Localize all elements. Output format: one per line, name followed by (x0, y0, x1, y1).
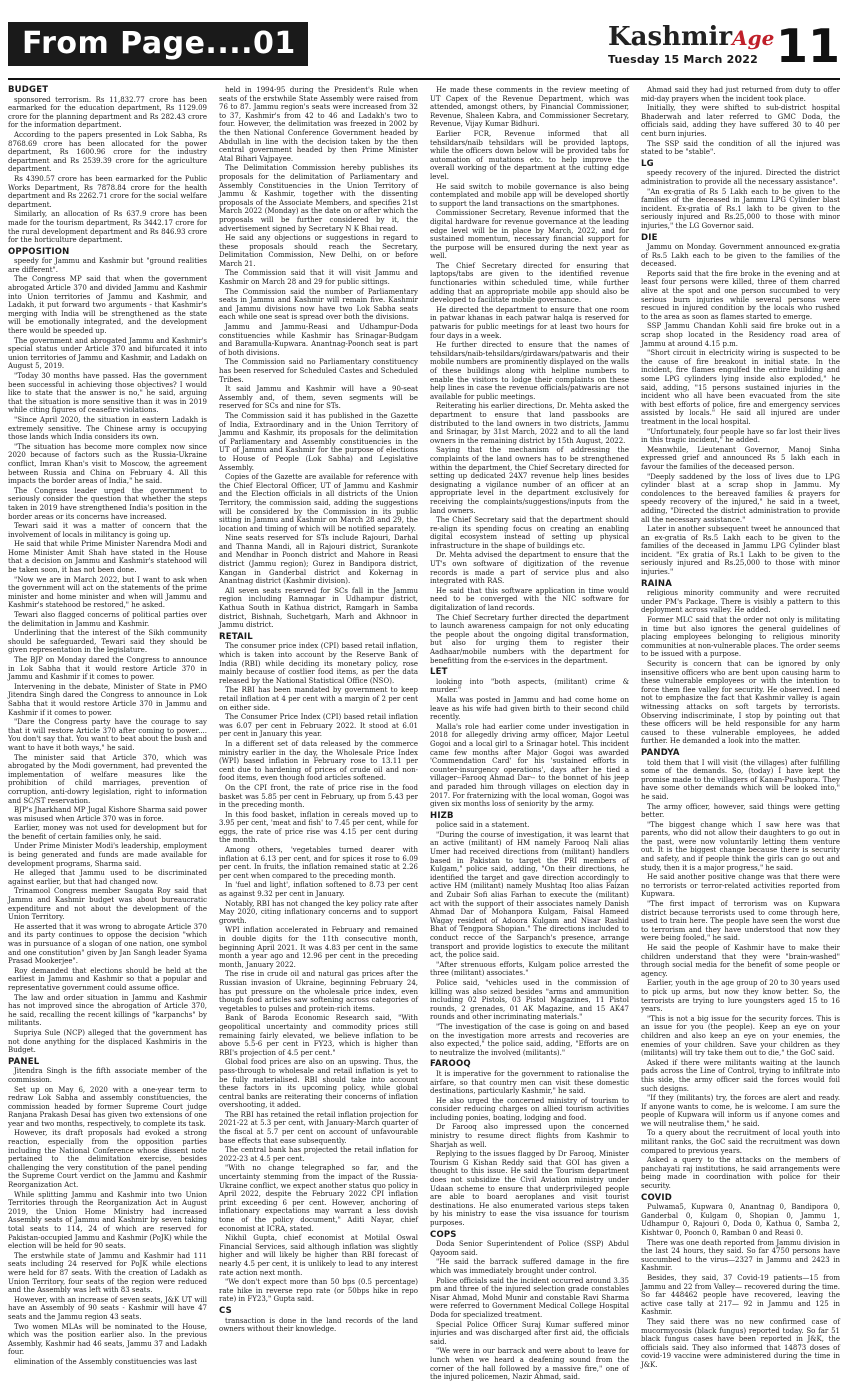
paragraph: transaction is done in the land records of the land owners without their knowledge. (219, 1316, 418, 1334)
paragraph: The RBI has been mandated by government to keep retail inflation at 4 per cent with a margin of 2 per cent on either side. (219, 686, 418, 712)
header-rule (8, 78, 840, 80)
section-heading: HIZB (430, 810, 454, 821)
section-heading: COVID (641, 1192, 673, 1203)
issue-date: Tuesday 15 March 2022 (608, 53, 759, 66)
paragraph: Saying that the mechanism of addressing the complaints of the land owners has to be strengthened within the department, the Chief Secretary directed for setting up dedicated 24X7 revenue help lines besides designating a vigilance number of an officer at an appropriate level in the department exclusively for receiving the complaints/suggestions/inputs from the land owners. (430, 446, 629, 515)
paragraph: Asked a query to the attacks on the members of panchayati raj institutions, he said arrangements were being made in coordination with police for their security. (641, 1156, 840, 1191)
paragraph: "The first impact of terrorism was on Kupwara district because terrorists used to come through here, used to train here. The people have seen the worst due to terrorism and they have understood that now they were being fooled," he said. (641, 900, 840, 943)
brand-suffix: Age (732, 26, 775, 50)
paragraph: "He said the barrack suffered damage in the fire which was immediately brought under control. (430, 1258, 629, 1275)
paragraph: According to the papers presented in Lok Sabha, Rs 8768.69 crore has been allocated for the power department, Rs 1600.96 crore for the industry department and Rs 2539.39 crore for the agriculture department. (8, 130, 207, 174)
paragraph: The Commission said the number of Parliamentary seats in Jammu and Kashmir will remain five. Kashmir and Jammu divisions now have two Lok Sabha seats each while one seat is spread over both the divisions. (219, 287, 418, 322)
paragraph: Security is concern that can be ignored by only insensitive officers who are bent upon causing harm to these vulnerable employees or with the intention to force them flee valley for security. He observed. I need not to emphasize the fact that Kashmir valley is again witnessing attacks on soft targets by terrorists. Observing indiscriminate, I stop by pointing out that these officers will be held responsible for any harm caused to these vulnerable employees, he added further. He demanded a look into the matter. (641, 660, 840, 746)
paragraph: Replying to the issues flagged by Dr Farooq, Minister Tourism G Kishan Reddy said that GOI has given a thought to this issue. He said the Tourism department does not subsidize the Civil Aviation ministry under Udaan scheme to ensure that underprivileged people are able to board aeroplanes and visit tourist destinations. He also enumerated various steps taken by his ministry to ease the visa issuance for tourism purposes. (430, 1150, 629, 1227)
paragraph: Set up on May 6, 2020 with a one-year term to redraw Lok Sabha and assembly constituencies, the commission headed by former Supreme Court judge Ranjana Prakash Desai has given two extensions of one year and two months, respectively, to complete its task. (8, 1085, 207, 1128)
paragraph: The Delimitation Commission hereby publishes its proposals for the delimitation of Parliamentary and Assembly Constituencies in the Union Territory of Jammu & Kashmir, together with the dissenting proposals of the Associate Members, and specifies 21st March 2022 (Monday) as the date on or after which the proposals will be further considered by it, the advertisement signed by Secretary N K Bhai read. (219, 164, 418, 233)
paragraph: The law and order situation in Jammu and Kashmir has not improved since the abrogation of Article 370, he said, recalling the recent killings of "karpanchs" by militants. (8, 993, 207, 1028)
paragraph: It is imperative for the government to rationalise the airfare, so that country men can visit these domestic destinations, particularly Kashmir," he said. (430, 1069, 629, 1096)
paragraph: Nikhil Gupta, chief economist at Motilal Oswal Financial Services, said although inflation was slightly higher and will likely be higher than RBI forecast of nearly 4.5 per cent, it is unlikely to lead to any interest rate action next month. (219, 1234, 418, 1277)
paragraph: Special Police Officer Suraj Kumar suffered minor injuries and was discharged after first aid, the officials said. (430, 1320, 629, 1346)
paragraph: Bank of Baroda Economic Research said, "With geopolitical uncertainty and commodity prices still remaining fairly elevated, we believe inflation to be above 5.5-6 per cent in FY23, which is higher than RBI's projection of 4.5 per cent." (219, 1014, 418, 1057)
column-3 (430, 86, 629, 1382)
paragraph: Under Prime Minister Modi's leadership, employment is being generated and funds are made available for development programs, Sharma said. (8, 842, 207, 868)
paragraph: Pulwama5, Kupwara 0, Anantnag 0, Bandipora 0, Ganderbal 0, Kulgam 0, Shopian 0, Jammu 1, Udhampur 0, Rajouri 0, Doda 0, Kathua 0, Samba 2, Kishtwar 0, Poonch 0, Ramban 0 and Reasi 0. (641, 1203, 840, 1237)
paragraph: He also urged the concerned ministry of tourism to consider reducing charges on allied tourism activities including ponies, boating, lodging and food. (430, 1096, 629, 1122)
paragraph: Notably, RBI has not changed the key policy rate after May 2020, citing inflationary concerns and to support growth. (219, 899, 418, 925)
paragraph: In a different set of data released by the commerce ministry earlier in the day, the Wholesale Price Index (WPI) based inflation in February rose to 13.11 per cent due to hardening of prices of crude oil and non-food items, even though food articles softened. (219, 739, 418, 783)
paragraph: Rs 4390.57 crore has been earmarked for the Public Works Department, Rs 7878.84 crore for the health department and Rs 2262.71 crore for the social welfare department. (8, 174, 207, 209)
paragraph: Dr. Mehta advised the department to ensure that the UT's own software of digitization of the revenue records is made a part of service plus and also integrated with RAS. (430, 551, 629, 586)
paragraph: police said in a statement. (436, 821, 530, 830)
paragraph: Reiterating his earlier directions, Dr. Mehta asked the department to ensure that land passbooks are distributed to the land owners in two districts, Jammu and Srinagar, by 31st March, 2022 and to all the land owners in the remaining district by 15th August, 2022. (430, 402, 629, 445)
page-number: 11 (776, 19, 841, 73)
paragraph: looking into "both aspects, (militant) crime & murder." (430, 677, 629, 695)
paragraph: The Commission said no Parliamentary constituency has been reserved for Scheduled Castes and Scheduled Tribes. (219, 358, 418, 384)
paragraph: Police said, "vehicles used in the commission of killing was also seized besides "arms and ammunition including 02 Pistols, 03 Pistol Magazines, 11 Pistol rounds, 2 grenades, 01 AK Magazine, and 15 AK47 rounds and other incriminating materials." (430, 978, 629, 1022)
paragraph: The RBI has retained the retail inflation projection for 2021-22 at 5.3 per cent, with January-March quarter of the fiscal at 5.7 per cent on account of unfavourable base effects that ease subsequently. (219, 1110, 418, 1145)
paragraph: "Short circuit in electricity wiring is suspected to be the cause of fire breakout in initial state. In the incident, fire flames engulfed the entire building and some LPG cylinders lying inside also exploded," he said, adding, "15 persons sustained injuries in the incident who all have been evacuated from the site with best efforts of police, fire and emergency services assisted by locals." He said all injured are under treatment in the local hospital. (641, 349, 840, 426)
paragraph: elimination of the Assembly constituencies was last (14, 1357, 197, 1366)
paragraph: Among others, 'vegetables turned dearer with inflation at 6.13 per cent, and for spices it rose to 6.09 per cent. In fruits, the inflation remained static at 2.26 per cent when compared to the preceding month. (219, 846, 418, 880)
paragraph: Global food prices are also on an upswing. Thus, the pass-through to wholesale and retail inflation is yet to be fully materialised. RBI should take into account these factors in its upcoming policy, while global central banks are reiterating their concerns of inflation overshooting, it added. (219, 1058, 418, 1110)
paragraph: "Now we are in March 2022, but I want to ask when the government will act on the statements of the prime minister and home minister and when will Jammu and Kashmir's statehood be restored," he asked. (8, 575, 207, 610)
paragraph: "This is not a big issue for the security forces. This is an issue for you (the people). Keep an eye on your children and also keep an eye on your enemies, the enemies of your children. Save your children as they (militants) will try take them out to die," the GoC said. (641, 1014, 840, 1058)
paragraph: "Dare the Congress party have the courage to say that it will restore Article 370 after coming to power.... You don't say that. You want to beat about the bush and want to have it both ways," he said. (8, 718, 207, 752)
paragraph: The Congress MP said that when the government abrogated Article 370 and divided Jammu and Kashmir into Union territories of Jammu and Kashmir, and Ladakh, it put forward two arguments - that Kashmir's merging with India will be strengthened as the state will be emotionally integrated, and the development there would be speeded up. (8, 275, 207, 336)
paragraph: While splitting Jammu and Kashmir into two Union Territories through the Reorganization Act in August 2019, the Union Home Ministry had increased Assembly seats of Jammu and Kashmir by seven taking total seats to 114, 24 of which are reserved for Pakistan-occupied Jammu and Kashmir (PoJK) while the election will be held for 90 seats. (8, 1190, 207, 1251)
paragraph: The rise in crude oil and natural gas prices after the Russian invasion of Ukraine, beginning February 24, has put pressure on the wholesale price index, even though food articles saw softening across categories of vegetables to pulses and protein-rich items. (219, 970, 418, 1013)
paragraph: WPI inflation accelerated in February and remained in double digits for the 11th consecutive month, beginning April 2021. It was 4.83 per cent in the same month a year ago and 12.96 per cent in the preceding month, January 2022. (219, 926, 418, 969)
paragraph: To a query about the recruitment of local youth into militant ranks, the GoC said the recruitment was down compared to previous years. (641, 1129, 840, 1155)
paragraph: The SSP said the condition of all the injured was stated to be "stable". (641, 139, 840, 157)
paragraph: All seven seats reserved for SCs fall in the Jammu region including Ramnagar in Udhampur district, Kathua South in Kathua district, Ramgarh in Samba district, Bishnah, Suchetgarh, Marh and Akhnoor in Jammu district. (219, 586, 418, 630)
paragraph: Ahmad said they had just returned from duty to offer mid-day prayers when the incident took place. (641, 86, 840, 103)
paragraph: Reports said that the fire broke in the evening and at least four persons were killed, three of them charred alive at the spot and one person succumbed to very serious burn injuries while several persons were rescued in injured condition by the locals who rushed to the area as soon as flames started to emerge. (641, 269, 840, 321)
paragraph: "The situation has become more complex now since 2020 because of factors such as the Russia-Ukraine conflict, Imran Khan's visit to Moscow, the agreement between Russia and China on February 4. All this impacts the border areas of India," he said. (8, 442, 207, 486)
paragraph: "Deeply saddened by the loss of lives due to LPG cylinder blast at a scrap shop in Jammu. My condolences to the bereaved families & prayers for speedy recovery of the injured," he said in a tweet, adding, "Directed the district administration to provide all the necessary assistance." (641, 472, 840, 524)
paragraph: Similarly, an allocation of Rs 637.9 crore has been made for the tourism department, Rs 3442.17 crore for the rural development department and Rs 846.93 crore for the horticulture department. (8, 210, 207, 245)
paragraph: Commissioner Secretary, Revenue informed that the digital hardware for revenue governance at the leading edge level will be in place by March, 2022, and for sustained momentum, necessary financial support for the purpose will be ensured during the next year as well. (430, 209, 629, 261)
paragraph: He alleged that Jammu used to be discriminated against earlier, but that had changed now. (8, 869, 207, 886)
column-1 (8, 85, 207, 1366)
paragraph: The erstwhile state of Jammu and Kashmir had 111 seats including 24 reserved for PoJK while elections were held for 87 seats. With the creation of Ladakh as Union Territory, four seats of the region were reduced and the Assembly was left with 83 seats. (8, 1251, 207, 1295)
paragraph: Asked if there were militants waiting at the launch pads across the Line of Control, trying to infiltrate into this side, the army officer said the forces would foil such designs. (641, 1058, 840, 1093)
paragraph: Besides, they said, 37 Covid-19 patients—15 from Jammu and 22 from Valley— recovered during the time. So far 448462 people have recovered, leaving the active case tally at 217— 92 in Jammu and 125 in Kashmir. (641, 1273, 840, 1317)
paragraph: Earlier, money was not used for development but for the benefit of certain families only, he said. (8, 824, 207, 841)
paragraph: On the CPI front, the rate of price rise in the food basket was 5.85 per cent in February, up from 5.43 per in the preceding month. (219, 783, 418, 810)
paragraph: speedy for Jammu and Kashmir but "ground realities are different". (8, 257, 207, 274)
paragraph: He said that while Prime Minister Narendra Modi and Home Minister Amit Shah have stated in the House that a decision on Jammu and Kashmir's statehood will be taken soon, it has not been done. (8, 540, 207, 575)
paragraph: The army officer, however, said things were getting better. (641, 802, 840, 820)
brand-logo (608, 22, 775, 52)
article-columns (8, 85, 840, 1382)
section-heading: LET (430, 667, 448, 678)
paragraph: The BJP on Monday dared the Congress to announce in Lok Sabha that it would restore Article 370 in Jammu and Kashmir if it comes to power. (8, 656, 207, 682)
masthead (0, 0, 848, 86)
section-heading: FAROOQ (430, 1059, 471, 1070)
paragraph: religious minority community and were recruited under PM's Package. There is visibly a pattern to this deployment across valley. He added. (641, 589, 840, 615)
paragraph: Initially, they were shifted to sub-district hospital Bhaderwah and later referred to GMC Doda, the officials said, adding they have suffered 30 to 40 per cent burn injuries. (641, 104, 840, 138)
paragraph: speedy recovery of the injured. Directed the district administration to provide all the necessary assistance". (641, 169, 840, 186)
paragraph: The Commission said that it will visit Jammu and Kashmir on March 28 and 29 for public sittings. (219, 269, 418, 287)
paragraph: BJP's Jharkhand MP Jugal Kishore Sharma said power was misused when Article 370 was in force. (8, 806, 207, 823)
paragraph: The central bank has projected the retail inflation for 2022-23 at 4.5 per cent. (219, 1146, 418, 1163)
brand (608, 22, 775, 76)
paragraph: Underlining that the interest of the Sikh community should be safeguarded, Tewari said they should be given representation in the legislature. (8, 629, 207, 655)
section-heading: OPPOSITION (8, 246, 70, 257)
paragraph: Jitendra Singh is the fifth associate member of the commission. (8, 1067, 207, 1084)
paragraph: Nine seats reserved for STs include Rajouri, Darhal and Thanna Mandi, all in Rajouri district, Surankote and Mendhar in Poonch district and Mahore in Reasi district (Jammu region); Gurez in Bandipora district, Kangan in Ganderbal district and Kokernag in Anantnag district (Kashmir division). (219, 534, 418, 586)
paragraph: Tewari said it was a matter of concern that the involvement of locals in militancy is going up. (8, 522, 207, 539)
paragraph: "We were in our barrack and were about to leave for lunch when we heard a deafening sound from the corner of the hall followed by a massive fire," one of the injured policemen, Nazir Ahmad, said. (430, 1347, 629, 1382)
paragraph: Earlier FCR, Revenue informed that all tehsildars/naib tehsildars will be provided laptops, while the officers down below will be provided tabs for automation of mutations etc. to help improve the overall working of the department at the cutting edge level. (430, 129, 629, 181)
paragraph: However, its draft proposals had evoked a strong reaction, especially from the opposition parties including the National Conference whose dissent note pertained to the delimitation exercise, besides challenging the very constitution of the panel pending the Supreme Court verdict on the Jammu and Kashmir Reorganization Act. (8, 1129, 207, 1190)
paragraph: Tewari also flagged concerns of political parties over the delimitation in Jammu and Kashmir. (8, 611, 207, 628)
paragraph: "If they (militants) try, the forces are alert and ready. If anyone wants to come, he is welcome. I am sure the people of Kupwara will inform us if anyone comes and we will neutralise them," he said. (641, 1094, 840, 1128)
paragraph: Former MLC said that the order not only is militating in time but also ignores the general guidelines of placing employees belonging to religious minority communities at non-vulnerable places. The order seems to be issued with a purpose. (641, 616, 840, 659)
paragraph: The government and abrogated Jammu and Kashmir's special status under Article 370 and bifurcated it into union territories of Jammu and Kashmir, and Ladakh on August 5, 2019. (8, 336, 207, 371)
paragraph: However, with an increase of seven seats, J&K UT will have an Assembly of 90 seats - Kashmir will have 47 seats and the Jammu region 43 seats. (8, 1295, 207, 1321)
paragraph: In this food basket, inflation in cereals moved up to 3.95 per cent, 'meat and fish' to 7.45 per cent, while for eggs, the rate of price rise was 4.15 per cent during the month. (219, 810, 418, 845)
paragraph: Supriya Sule (NCP) alleged that the government has not done anything for the displaced Kashmiris in the Budget. (8, 1028, 207, 1055)
section-heading: DIE (641, 232, 658, 243)
paragraph: He said the people of Kashmir have to make their children understand that they were "brain-washed" through social media for the benefit of some people or agency. (641, 944, 840, 978)
paragraph: Police officials said the incident occurred around 3.35 pm and three of the injured selection grade constables Nisar Ahmad, Mohd Munir and constable Ravi Sharma were referred to Government Medical College Hospital Doda for specialized treatment. (430, 1276, 629, 1319)
paragraph: He made these comments in the review meeting of UT Capex of the Revenue Department, which was attended, amongst others, by Financial Commissioner, Revenue, Shaleen Kabra, and Commissioner Secretary, Revenue, Vijay Kumar Bidhuri. (430, 86, 629, 129)
paragraph: held in 1994-95 during the President's Rule when seats of the erstwhile State Assembly were raised from 76 to 87. Jammu region's seats were increased from 32 to 37, Kashmir's from 42 to 46 and Ladakh's two to four. However, the delimitation was freezed in 2002 by the then National Conference Government headed by Abdullah in line with the decision taken by the then central government headed by then Prime Minister Atal Bihari Vajpayee. (219, 86, 418, 163)
paragraph: "Since April 2020, the situation in eastern Ladakh is extremely sensitive. The Chinese army is occupying those lands which India considers its own. (8, 415, 207, 442)
section-heading: BUDGET (8, 85, 49, 95)
paragraph: He further directed to ensure that the names of tehsildars/naib-tehsildars/girdawars/patwaris and their mobile numbers are prominently displayed on the walls of these buildings along with helpline numbers to enable the visitors to lodge their complaints on these help lines in case the revenue officials/patwaris are not available for public meetings. (430, 341, 629, 401)
paragraph: The consumer price index (CPI) based retail inflation, which is taken into account by the Reserve Bank of India (RBI) while deciding its monetary policy, rose mainly because of costlier food items, as per the data released by the National Statistical Office (NSO). (219, 642, 418, 685)
paragraph: "Unfortunately, four people have so far lost their lives in this tragic incident," he added. (641, 427, 840, 445)
paragraph: He said switch to mobile governance is also being contemplated and mobile app will be developed shortly to support the land transactions on the smartphones. (430, 182, 629, 208)
paragraph: Dr Farooq also impressed upon the concerned ministry to resume direct flights from Kashmir to Sharjah as well. (430, 1123, 629, 1149)
paragraph: They said there was no new confirmed case of mucormycosis (black fungus) reported today. So far 51 black fungus cases have been reported in J&K, the officials said. They also informed that 14873 doses of covid-19 vaccine were administered during the time in J&K. (641, 1317, 840, 1369)
section-heading: LG (641, 158, 654, 169)
paragraph: Copies of the Gazette are available for reference with the Chief Electoral Officer, UT of Jammu and Kashmir and the Election officials in all districts of the Union Territory, the commission said, adding the suggestions will be considered by the Commission in its public sitting in Jammu and Kashmir on March 28 and 29, the location and timing of which will be notified separately. (219, 473, 418, 533)
paragraph: He said another positive change was that there were no terrorists or terror-related activities reported from Kupwara. (641, 873, 840, 899)
paragraph: "The biggest change which I saw here was that parents, who did not allow their daughters to go out in the past, were now voluntarily letting them venture out. It is the biggest change because there is security and safety, and if people think the girls can go out and study, then it is a major progress," he said. (641, 820, 840, 872)
brand-prefix: Kashmir (608, 22, 733, 52)
paragraph: Trinamool Congress member Saugata Roy said that Jammu and Kashmir budget was about bureaucratic expenditure and not about the development of the Union Territory. (8, 887, 207, 922)
paragraph: "The investigation of the case is going on and based on the investigation more arrests and recoveries are also expected," the police said, adding, "Efforts are on to neutralize the involved (militants)." (430, 1022, 629, 1057)
paragraph: told them that I will visit (the villages) after fulfilling some of the demands. So, (today) I have kept the promise made to the villagers of Kanan-Pushpora. They have some other demands which will be looked into," he said. (641, 758, 840, 801)
section-title: From Page....01 (8, 22, 308, 66)
paragraph: "Today 30 months have passed. Has the government been successful in achieving those objectives? I would like to state that the answer is no," he said, arguing that the situation is more sensitive than it was in 2019 while citing figures of ceasefire violations. (8, 372, 207, 415)
section-heading: PANEL (8, 1056, 40, 1067)
section-heading: RAINA (641, 578, 672, 589)
paragraph: Malla was posted in Jammu and had come home on leave as his wife had given birth to their second child recently. (430, 695, 629, 722)
paragraph: Earlier, youth in the age group of 20 to 30 years used to pick up arms, but now they know better. So, the terrorists are trying to lure youngsters aged 15 to 16 years. (641, 979, 840, 1014)
paragraph: Roy demanded that elections should be held at the earliest in Jammu and Kashmir so that a popular and representative government could assume office. (8, 966, 207, 992)
section-heading: RETAIL (219, 631, 253, 642)
paragraph: Doda Senior Superintendent of Police (SSP) Abdul Qayoom said. (430, 1240, 629, 1257)
paragraph: It said Jammu and Kashmir will have a 90-seat Assembly and, of them, seven segments will be reserved for SCs and nine for STs. (219, 385, 418, 411)
column-4 (641, 86, 840, 1369)
paragraph: The Chief Secretary directed for ensuring that laptops/tabs are given to the identified revenue functionaries within scheduled time, while further adding that an appropriate mobile app should also be developed to facilitate mobile governance. (430, 261, 629, 305)
section-heading: PANDYA (641, 747, 680, 758)
paragraph: The Chief Secretary said that the department should re-align its spending focus on creating an enabling digital ecosystem instead of setting up physical infrastructure in the shape of buildings etc. (430, 516, 629, 550)
paragraph: The Chief Secretary further directed the department to launch awareness campaign for not only educating the people about the ongoing digital transformation, but also for urging them to register their Aadhaar/mobile numbers with the department for benefitting from the e-services in the department. (430, 613, 629, 665)
paragraph: The minister said that Article 370, which was abrogated by the Modi government, had prevented the implementation of welfare measures like the prohibition of child marriages, prevention of corruption, anti-dowry legislation, right to information and SC/ST reservation. (8, 753, 207, 805)
paragraph: "After strenuous efforts, Kulgam police arrested the three (militant) associates." (430, 960, 629, 978)
paragraph: Later in another subsequent tweet he announced that an ex-gratia of Rs.5 Lakh each to be given to the families of the deceased in Jammu LPG Cylinder blast incident. "Ex gratia of Rs.1 Lakh to be given to the seriously injured and Rs.25,000 to those with minor injuries." (641, 525, 840, 577)
paragraph: Meanwhile, Lieutenant Governor, Manoj Sinha expressed grief and announced Rs 5 lakh each in favour the families of the deceased person. (641, 445, 840, 471)
paragraph: Jammu on Monday. Government announced ex-gratia of Rs.5 Lakh each to be given to the families of the deceased. (641, 243, 840, 269)
paragraph: He directed the department to ensure that one room in patwar khanas in each patwar halqa is reserved for patwaris for public meetings for at least two hours for four days in a week. (430, 305, 629, 340)
paragraph: Two women MLAs will be nominated to the House, which was the position earlier also. In the previous Assembly, Kashmir had 46 seats, Jammu 37 and Ladakh four. (8, 1322, 207, 1357)
paragraph: Jammu and Jammu-Reasi and Udhampur-Doda constituencies while Kashmir has Srinagar-Budgam and Baramulla-Kupwara. Anantnag-Poonch seat is part of both divisions. (219, 323, 418, 357)
paragraph: He said that this software application in time would need to be converged with the NIC software for digitalization of land records. (430, 586, 629, 613)
paragraph: Malla's role had earlier come under investigation in 2018 for allegedly driving army officer, Major Leetul Gogoi and a local girl to a Srinagar hotel. This incident came few months after Major Gogoi was awarded 'Commendation Card' for his 'sustained efforts in counter-insurgency operations', days after he tied a villager--Farooq Ahmad Dar-- to the bonnet of his jeep and paraded him through villages on election day in 2017. For fraternizing with the local woman, Gogoi was given six months loss of seniority by the army. (430, 722, 629, 809)
section-heading: COPS (430, 1229, 457, 1240)
column-2 (219, 86, 418, 1334)
paragraph: In 'fuel and light', inflation softened to 8.73 per cent as against 9.32 per cent in January. (219, 881, 418, 899)
paragraph: The Consumer Price Index (CPI) based retail inflation was 6.07 per cent in February 2022. It stood at 6.01 per cent in January this year. (219, 713, 418, 739)
paragraph: He said any objections or suggestions in regard to these proposals should reach the Secretary, Delimitation Commission, New Delhi, on or before March 21. (219, 234, 418, 268)
paragraph: Intervening in the debate, Minister of State in PMO Jitendra Singh dared the Congress to announce in Lok Sabha that it would restore Article 370 in Jammu and Kashmir if it comes to power. (8, 682, 207, 717)
paragraph: The Congress leader urged the government to seriously consider the question that whether the steps taken in 2019 have strengthened India's position in the border areas or its concerns have increased. (8, 486, 207, 521)
paragraph: "With no change telegraphed so far, and the uncertainty stemming from the impact of the Russia-Ukraine conflict, we expect another status quo policy in April 2022, despite the February 2022 CPI inflation print exceeding 6 per cent. However, anchoring of inflationary expectations may warrant a less dovish tone of the policy document," Aditi Nayar, chief economist at ICRA, stated. (219, 1164, 418, 1233)
paragraph: "During the course of investigation, it was learnt that an active (militant) of HM namely Farooq Nali alias Umer had received directions from (militant) handlers based in Pakistan to target the PRI members of Kulgam," police said, adding, "On their directions, he identified the target and gave direction accordingly to active HM (militant) namely Mushtaq Itoo alias Faizan and Zubair Sofi alias Farhan to execute the (militant) act with the support of their associates namely Danish Ahmad Dar of Mohanpora Kulgam, Faisal Hameed Wagay resident of Adoora Kulgam and Nisar Rashid Bhat of Tengpora Shopian." The directions included to conduct recce of the Sarpanch's presence, arrange transport and provide logistics to execute the militant act, the police said. (430, 830, 629, 960)
paragraph: He asserted that it was wrong to abrogate Article 370 and its party continues to oppose the decision "which was in pursuance of a slogan of one nation, one symbol and one constitution" given by Jan Sangh leader Syama Prasad Mookerjee". (8, 922, 207, 966)
paragraph: SSP Jammu Chandan Kohli said fire broke out in a scrap shop located in the Residency road area of Jammu at around 4.15 p.m. (641, 322, 840, 348)
paragraph: sponsored terrorism. Rs 11,832.77 crore has been earmarked for the education department, Rs 1129.09 crore for the planning department and Rs 282.43 crore for the information department. (8, 95, 207, 130)
paragraph: The Commission said it has published in the Gazette of India, Extraordinary and in the Union Territory of Jammu and Kashmir, its proposals for the delimitation of Parliamentary and Assembly constituencies in the UT of Jammu and Kashmir for the purpose of elections to House of People (Lok Sabha) and Legislative Assembly. (219, 411, 418, 472)
paragraph: There was one death reported from Jammu division in the last 24 hours, they said. So far 4750 persons have succumbed to the virus—2327 in Jammu and 2423 in Kashmir. (641, 1238, 840, 1273)
paragraph: "We don't expect more than 50 bps (0.5 percentage) rate hike in reverse repo rate (or 50bps hike in repo rate) in FY23," Gupta said. (219, 1278, 418, 1304)
section-heading: CS (219, 1305, 232, 1316)
paragraph: "An ex-gratia of Rs 5 Lakh each to be given to the families of the deceased in Jammu LPG Cylinder blast incident. Ex-gratia of Rs.1 lakh to be given to the seriously injured and Rs.25,000 to those with minor injuries," the LG Governor said. (641, 187, 840, 230)
